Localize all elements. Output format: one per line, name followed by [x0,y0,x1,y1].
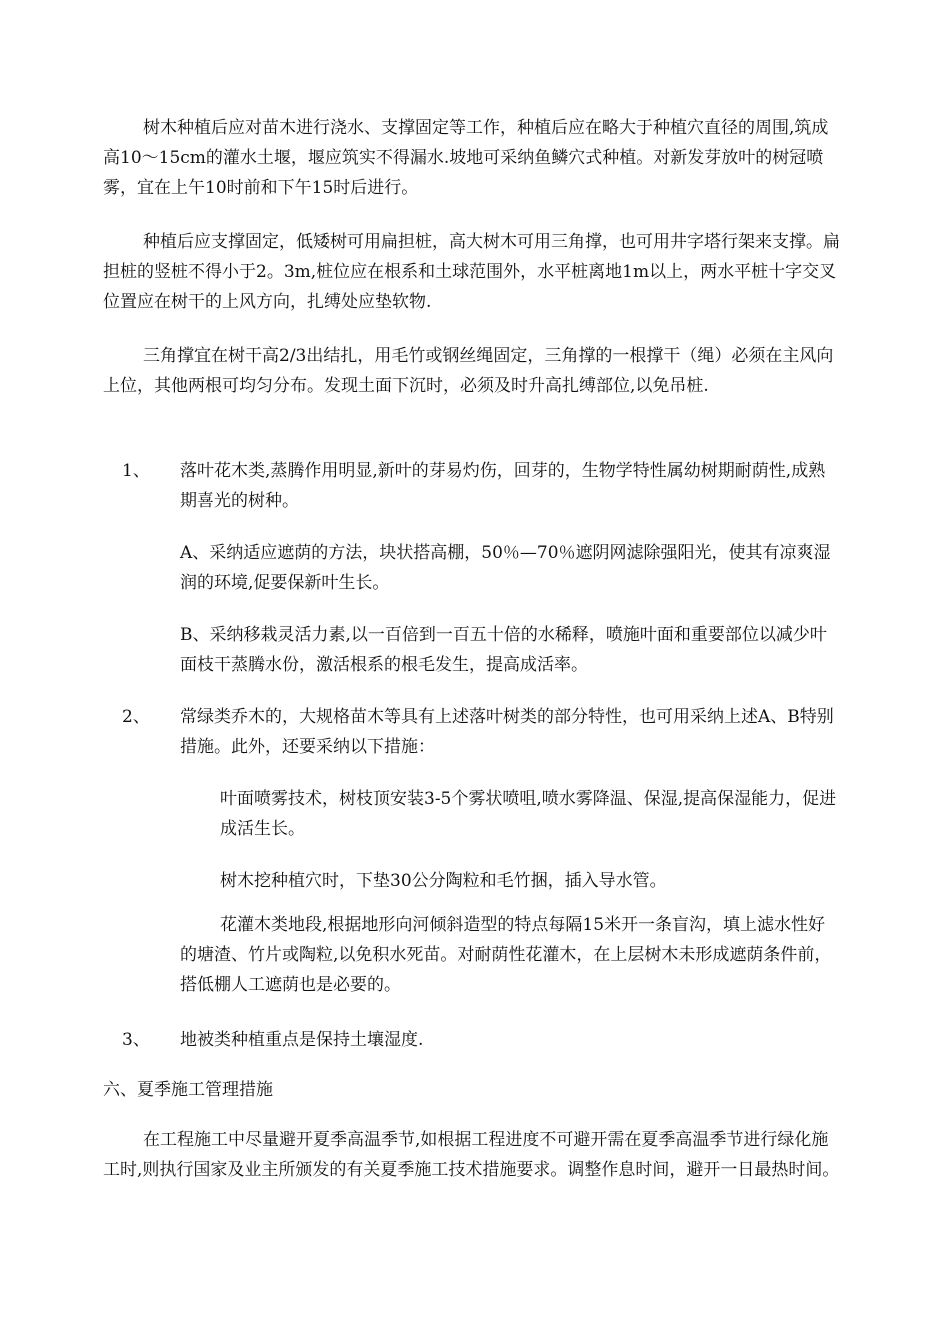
sub-item-a: A、采纳适应遮荫的方法，块状搭高棚，50％—70％遮阴网滤除强阳光，使其有凉爽湿润的环境,促要保新叶生长。 [180,543,831,593]
list-number-1: 1、 [122,461,150,481]
list-item-evergreen: 常绿类乔木的，大规格苗木等具有上述落叶树类的部分特性，也可用采纳上述A、B特别措施。此外，还要采纳以下措施： [180,707,834,757]
paragraph-tripod: 三角撑宜在树干高2/3出结扎，用毛竹或钢丝绳固定，三角撑的一根撑干（绳）必须在主风向上位，其他两根可均匀分布。发现土面下沉时，必须及时升高扎缚部位,以免吊桩. [103,346,834,396]
list-item-deciduous: 落叶花木类,蒸腾作用明显,新叶的芽易灼伤，回芽的，生物学特性属幼树期耐荫性,成熟期喜光的树种。 [180,461,826,511]
sub-item-b: B、采纳移栽灵活力素,以一百倍到一百五十倍的水稀释，喷施叶面和重要部位以减少叶面枝干蒸腾水份，激活根系的根毛发生，提高成活率。 [180,625,827,675]
section-heading-summer: 六、夏季施工管理措施 [103,1080,273,1100]
list-number-3: 3、 [122,1030,150,1050]
measure-drainage-pit: 树木挖种植穴时，下垫30公分陶粒和毛竹捆，插入导水管。 [220,871,667,891]
paragraph-summer-construction: 在工程施工中尽量避开夏季高温季节,如根据工程进度不可避开需在夏季高温季节进行绿化施工时,则执行国家及业主所颁发的有关夏季施工技术措施要求。调整作息时间，避开一日最热时间。 [103,1130,840,1180]
measure-shrub-ditch: 花灌木类地段,根据地形向河倾斜造型的特点每隔15米开一条盲沟，填上滤水性好的塘渣、竹片或陶粒,以免积水死苗。对耐荫性花灌木，在上层树木未形成遮荫条件前，搭低棚人工遮荫也是必要的。 [180,915,832,995]
measure-spray: 叶面喷雾技术，树枝顶安装3-5个雾状喷咀,喷水雾降温、保湿,提高保湿能力，促进成活生长。 [220,789,837,839]
list-item-groundcover: 地被类种植重点是保持土壤湿度. [180,1030,424,1050]
paragraph-support: 种植后应支撑固定，低矮树可用扁担桩，高大树木可用三角撑，也可用井字塔行架来支撑。扁担桩的竖桩不得小于2。3m,桩位应在根系和土球范围外，水平桩离地1m以上，两水平桩十字交叉位置应在树干的上风方向，扎缚处应垫软物. [103,232,840,312]
paragraph-watering: 树木种植后应对苗木进行浇水、支撑固定等工作，种植后应在略大于种植穴直径的周围,筑成高10～15cm的灌水土堰，堰应筑实不得漏水.坡地可采纳鱼鳞穴式种植。对新发芽放叶的树冠喷雾，宜在上午10时前和下午15时后进行。 [103,118,829,198]
list-number-2: 2、 [122,707,150,727]
